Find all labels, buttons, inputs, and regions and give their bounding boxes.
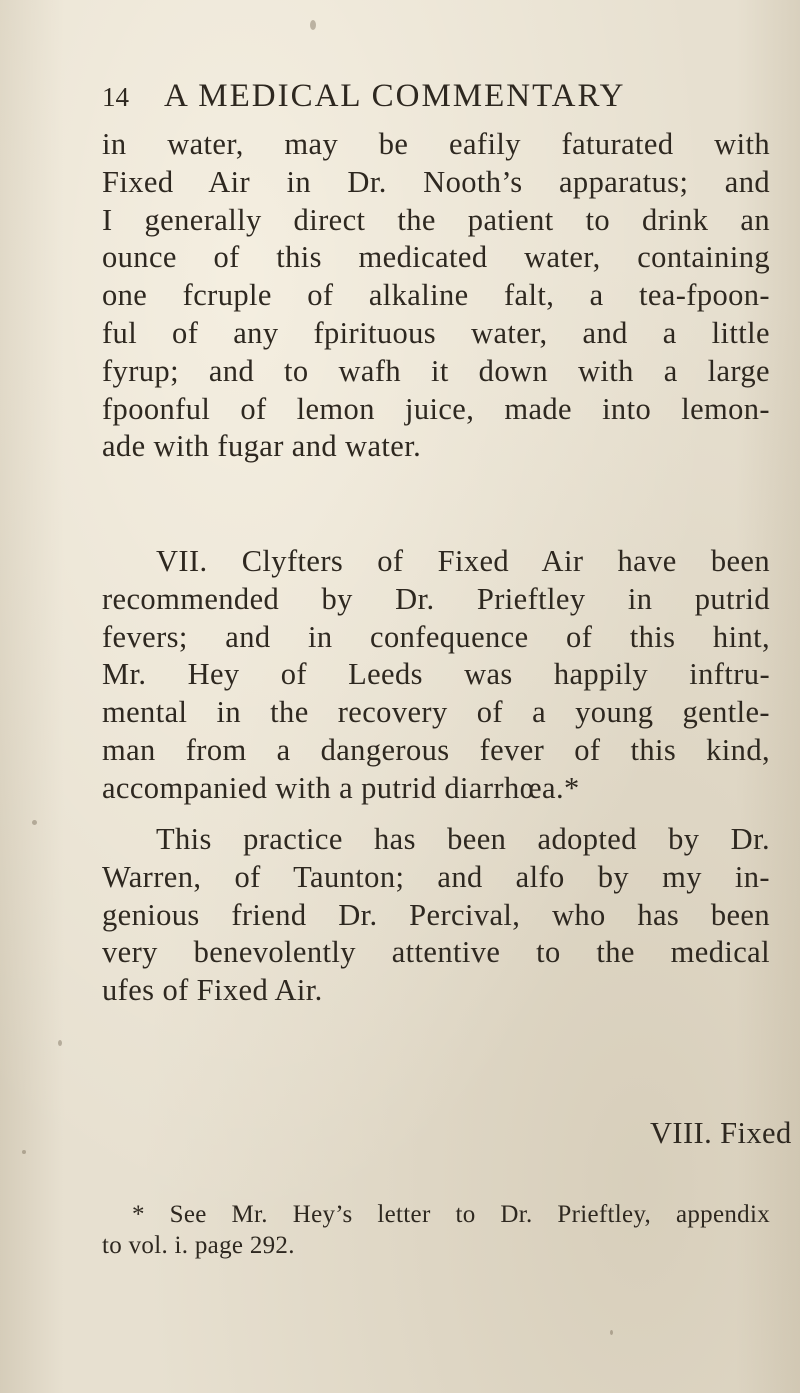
paragraph-practice (102, 821, 770, 1010)
running-title: A MEDICAL COMMENTARY (164, 78, 626, 114)
text-line: Mr. Hey of Leeds was happily inftru- (102, 657, 770, 692)
text-line: VII. Clyfters of Fixed Air have been (156, 544, 770, 578)
text-line: fyrup; and to wafh it down with a large (102, 353, 770, 388)
paper-blemish (32, 820, 37, 825)
text-line: ounce of this medicated water, containing (102, 240, 770, 275)
footnote-line: to vol. i. page 292. (102, 1232, 295, 1259)
paper-blemish (58, 1040, 62, 1046)
footnote (102, 1199, 770, 1261)
paragraph-continuation (102, 126, 770, 466)
text-line: ful of any fpirituous water, and a little (102, 315, 770, 350)
text-line: one fcruple of alkaline falt, a tea-fpoon- (102, 278, 770, 313)
text-line: ade with fugar and water. (102, 429, 422, 464)
text-line: man from a dangerous fever of this kind, (102, 732, 770, 767)
text-line: I generally direct the patient to drink an (102, 202, 770, 237)
paper-blemish (310, 20, 316, 30)
text-line: genious friend Dr. Percival, who has been (102, 897, 770, 932)
text-line: fpoonful of lemon juice, made into lemon- (102, 391, 770, 426)
footnote-line: * See Mr. Hey’s letter to Dr. Prieftley, appendix (132, 1201, 770, 1228)
text-line: very benevolently attentive to the medical (102, 935, 770, 970)
text-line: mental in the recovery of a young gentle- (102, 695, 770, 730)
paragraph-section-vii (102, 543, 770, 808)
paper-blemish (22, 1150, 26, 1154)
paper-blemish (610, 1330, 613, 1335)
text-line: in water, may be eafily faturated with (102, 127, 770, 161)
text-line: ufes of Fixed Air. (102, 973, 323, 1008)
text-line: Fixed Air in Dr. Nooth’s apparatus; and (102, 164, 770, 199)
running-head (102, 78, 722, 115)
text-line: accompanied with a putrid diarrhœa.* (102, 770, 580, 805)
text-line: This practice has been adopted by Dr. (156, 822, 770, 856)
catchword: VIII. Fixed (650, 1116, 792, 1150)
text-line: Warren, of Taunton; and alfo by my in- (102, 859, 770, 894)
text-line: fevers; and in confequence of this hint, (102, 619, 770, 654)
page-number: 14 (102, 82, 129, 112)
text-line: recommended by Dr. Prieftley in putrid (102, 581, 770, 616)
